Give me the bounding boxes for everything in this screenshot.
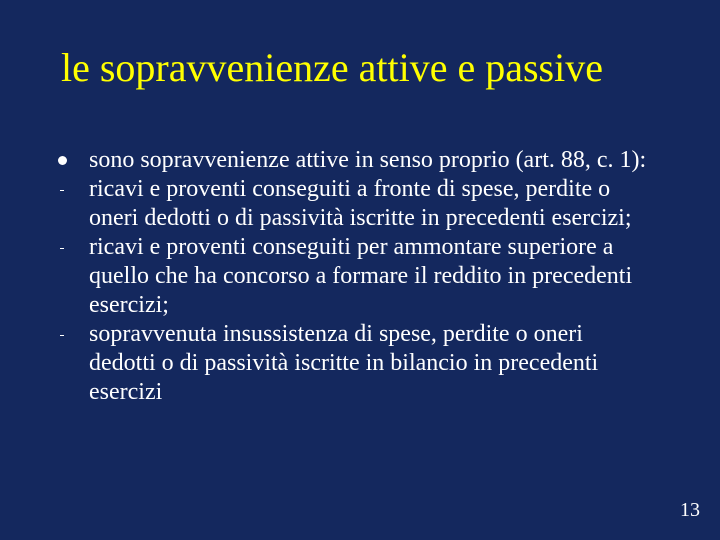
slide-title: le sopravvenienze attive e passive bbox=[61, 45, 603, 90]
bullet-list bbox=[0, 146, 720, 407]
bullet-item bbox=[0, 320, 720, 407]
bullet-dash-icon bbox=[60, 248, 64, 249]
bullet-dash-icon bbox=[60, 335, 64, 336]
bullet-item bbox=[0, 146, 720, 175]
bullet-text: ricavi e proventi conseguiti per ammontare superiore a quello che ha concorso a formare il reddito in precedenti esercizi; bbox=[89, 234, 633, 318]
bullet-text: sono sopravvenienze attive in senso proprio (art. 88, c. 1): bbox=[89, 147, 647, 173]
bullet-text: sopravvenuta insussistenza di spese, perdite o oneri dedotti o di passività iscritte in bilancio in precedenti esercizi bbox=[89, 321, 599, 405]
bullet-item bbox=[0, 175, 720, 233]
bullet-item bbox=[0, 233, 720, 320]
page-number: 13 bbox=[680, 499, 700, 521]
bullet-dot-icon bbox=[58, 156, 67, 165]
bullet-dash-icon bbox=[60, 190, 64, 191]
bullet-text: ricavi e proventi conseguiti a fronte di spese, perdite o oneri dedotti o di passività iscritte in precedenti esercizi; bbox=[89, 176, 632, 231]
